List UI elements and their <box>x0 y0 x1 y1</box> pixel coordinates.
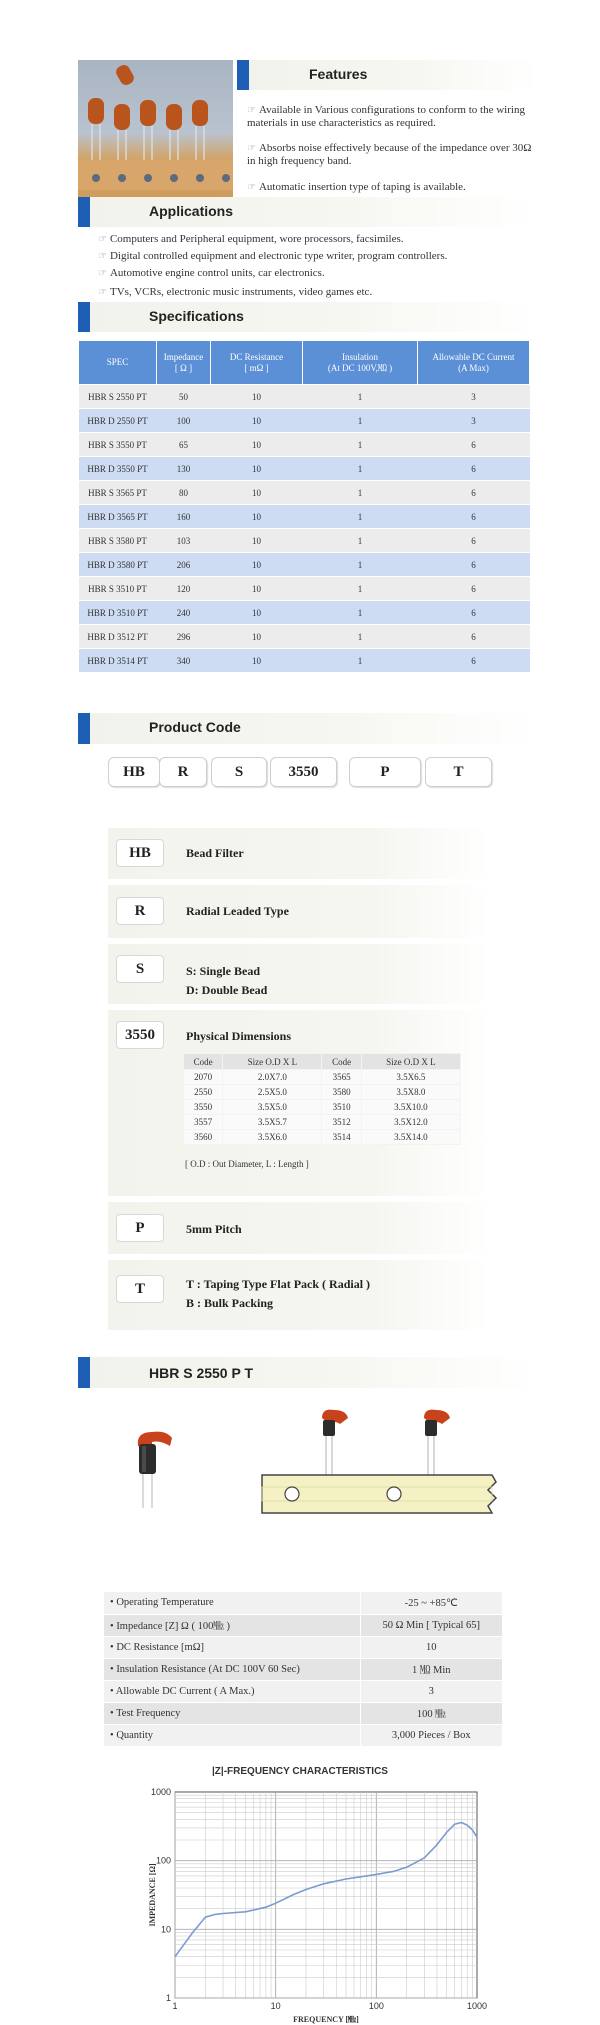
table-cell: 10 <box>211 577 303 601</box>
table-cell: HBR S 3580 PT <box>79 529 157 553</box>
section-marker <box>78 197 90 227</box>
model-properties-table <box>104 1592 502 1747</box>
table-cell: 10 <box>211 553 303 577</box>
property-value: 100 ㎒ <box>360 1702 502 1724</box>
bullet: • <box>110 1707 117 1719</box>
property-value: 3,000 Pieces / Box <box>360 1724 502 1746</box>
application-item-1: ☞ Computers and Peripheral equipment, wore processors, facsimiles. <box>98 233 404 245</box>
table-row <box>79 457 530 481</box>
plot-area <box>175 1792 477 1998</box>
definition-row-p <box>108 1202 490 1254</box>
table-cell: 3 <box>418 409 530 433</box>
specifications-title: Specifications <box>149 308 244 324</box>
dimensions-cell: 3510 <box>322 1100 361 1115</box>
table-row <box>79 433 530 457</box>
y-tick-label: 10 <box>160 1924 171 1935</box>
table-cell: 1 <box>303 457 418 481</box>
definition-row-r <box>108 885 490 938</box>
definition-text: S: Single Bead D: Double Bead <box>186 964 268 997</box>
table-row <box>79 649 530 673</box>
property-row <box>104 1702 502 1724</box>
hand-pointer-icon: ☞ <box>98 234 107 245</box>
table-row <box>79 385 530 409</box>
table-cell: HBR D 3580 PT <box>79 553 157 577</box>
definition-text: T : Taping Type Flat Pack ( Radial ) B : Bulk Packing <box>186 1277 371 1310</box>
feature-item-2: ☞ Absorbs noise effectively because of the impedance over 30Ω in high frequency band. <box>247 142 532 167</box>
definition-row-t <box>108 1260 490 1330</box>
model-section-header <box>78 1357 538 1388</box>
dimensions-cell: 3514 <box>322 1130 361 1145</box>
table-cell: 3 <box>418 385 530 409</box>
dimensions-row <box>184 1070 461 1085</box>
table-cell: 10 <box>211 529 303 553</box>
bullet: • <box>110 1620 117 1632</box>
dimensions-cell: 2.5X5.0 <box>223 1085 322 1100</box>
dimensions-row <box>184 1130 461 1145</box>
y-tick-label: 1000 <box>150 1787 171 1797</box>
table-cell: 240 <box>157 601 211 625</box>
table-cell: 6 <box>418 457 530 481</box>
dimensions-cell: 3.5X6.5 <box>361 1070 460 1085</box>
dimensions-cell: 3550 <box>184 1100 223 1115</box>
dimensions-cell: 3565 <box>322 1070 361 1085</box>
property-label: • Allowable DC Current ( A Max.) <box>104 1680 360 1702</box>
bullet: • <box>110 1685 116 1697</box>
model-title: HBR S 2550 P T <box>149 1365 254 1381</box>
table-cell: 10 <box>211 505 303 529</box>
table-cell: 130 <box>157 457 211 481</box>
table-cell: 6 <box>418 505 530 529</box>
dimensions-cell: 3560 <box>184 1130 223 1145</box>
header-insulation: Insulation (At DC 100V,㏁ ) <box>303 341 418 385</box>
definition-text: Bead Filter <box>186 846 244 860</box>
dimensions-cell: 3.5X6.0 <box>223 1130 322 1145</box>
table-cell: HBR D 3550 PT <box>79 457 157 481</box>
feature-item-1: ☞ Available in Various configurations to conform to the wiring materials in use characteristics as required. <box>247 104 525 129</box>
table-cell: 50 <box>157 385 211 409</box>
table-cell: 1 <box>303 601 418 625</box>
table-cell: 1 <box>303 385 418 409</box>
table-cell: 6 <box>418 601 530 625</box>
table-cell: 6 <box>418 553 530 577</box>
table-cell: 6 <box>418 481 530 505</box>
taping-illustration <box>260 1410 500 1545</box>
property-value: 10 <box>360 1636 502 1658</box>
bullet: • <box>110 1729 117 1741</box>
table-cell: 10 <box>211 601 303 625</box>
dimensions-cell: 3557 <box>184 1115 223 1130</box>
table-cell: 10 <box>211 625 303 649</box>
table-cell: 1 <box>303 481 418 505</box>
table-cell: 1 <box>303 553 418 577</box>
table-row <box>79 409 530 433</box>
applications-title: Applications <box>149 203 234 219</box>
dimensions-row <box>184 1085 461 1100</box>
section-marker <box>78 713 90 744</box>
table-row <box>79 529 530 553</box>
bullet: • <box>110 1641 117 1653</box>
specifications-section-header <box>78 302 538 332</box>
code-box-t: T <box>425 757 492 787</box>
hand-pointer-icon: ☞ <box>98 268 107 279</box>
property-row <box>104 1614 502 1636</box>
hand-pointer-icon: ☞ <box>247 143 256 154</box>
application-item-2: ☞ Digital controlled equipment and electronic type writer, program controllers. <box>98 250 448 262</box>
table-cell: 10 <box>211 649 303 673</box>
table-cell: 1 <box>303 409 418 433</box>
property-label: • Impedance [Z] Ω ( 100㎒ ) <box>104 1614 360 1636</box>
table-cell: 1 <box>303 529 418 553</box>
product-photo <box>78 60 233 205</box>
features-title: Features <box>309 66 368 82</box>
table-cell: 1 <box>303 649 418 673</box>
property-label: • DC Resistance [mΩ] <box>104 1636 360 1658</box>
table-cell: 6 <box>418 577 530 601</box>
code-box-hb: HB <box>108 757 160 787</box>
dimensions-cell: 2550 <box>184 1085 223 1100</box>
hand-pointer-icon: ☞ <box>98 251 107 262</box>
property-label: • Operating Temperature <box>104 1592 360 1614</box>
definition-row-hb <box>108 828 490 879</box>
dimensions-cell: 3.5X12.0 <box>361 1115 460 1130</box>
definition-code: T <box>116 1275 164 1303</box>
table-cell: 100 <box>157 409 211 433</box>
dimensions-cell: 3580 <box>322 1085 361 1100</box>
dimensions-cell: 3.5X5.0 <box>223 1100 322 1115</box>
property-label: • Insulation Resistance (At DC 100V 60 Sec) <box>104 1658 360 1680</box>
table-cell: 6 <box>418 433 530 457</box>
table-cell: 10 <box>211 481 303 505</box>
table-cell: 10 <box>211 409 303 433</box>
dimensions-cell: 3.5X5.7 <box>223 1115 322 1130</box>
definition-code: HB <box>116 839 164 867</box>
table-cell: 1 <box>303 505 418 529</box>
table-row <box>79 481 530 505</box>
feature-item-3: ☞ Automatic insertion type of taping is available. <box>247 181 466 193</box>
table-cell: HBR D 2550 PT <box>79 409 157 433</box>
definition-text: Physical Dimensions <box>186 1029 292 1043</box>
header-impedance: Impedance [ Ω ] <box>157 341 211 385</box>
property-value: -25 ~ +85℃ <box>360 1592 502 1614</box>
property-row <box>104 1724 502 1746</box>
definition-code: P <box>116 1214 164 1242</box>
property-row <box>104 1636 502 1658</box>
application-item-4: ☞ TVs, VCRs, electronic music instruments, video games etc. <box>98 286 373 298</box>
table-row <box>79 625 530 649</box>
table-cell: 10 <box>211 433 303 457</box>
chart-title: |Z|-FREQUENCY CHARACTERISTICS <box>212 1766 388 1777</box>
features-section-header <box>237 60 538 90</box>
definition-text: Radial Leaded Type <box>186 904 289 918</box>
bead-filter-photo-illustration <box>78 60 233 205</box>
dimensions-cell: 3512 <box>322 1115 361 1130</box>
table-cell: 340 <box>157 649 211 673</box>
property-value: 1 ㏁ Min <box>360 1658 502 1680</box>
table-header-row <box>79 341 530 385</box>
header-spec: SPEC <box>79 341 157 385</box>
dimensions-header-row: Code Size O.D X L Code Size O.D X L <box>184 1054 461 1070</box>
x-tick-label: 1 <box>172 2001 178 2011</box>
definition-code: 3550 <box>116 1021 164 1049</box>
table-cell: 1 <box>303 625 418 649</box>
table-cell: 120 <box>157 577 211 601</box>
x-tick-label: 100 <box>368 2001 384 2011</box>
property-value: 50 Ω Min [ Typical 65] <box>360 1614 502 1636</box>
table-cell: 65 <box>157 433 211 457</box>
table-cell: 296 <box>157 625 211 649</box>
y-tick-label: 1 <box>165 1993 171 2003</box>
product-code-title: Product Code <box>149 719 241 735</box>
product-code-section-header <box>78 713 538 744</box>
bullet: • <box>110 1597 117 1609</box>
table-cell: 6 <box>418 649 530 673</box>
y-axis-label: IMPEDANCE [Ω] <box>148 1863 157 1927</box>
table-cell: HBR S 3510 PT <box>79 577 157 601</box>
dimensions-row <box>184 1100 461 1115</box>
table-cell: 10 <box>211 457 303 481</box>
table-cell: 80 <box>157 481 211 505</box>
x-tick-label: 1000 <box>466 2001 488 2011</box>
applications-section-header <box>78 197 538 227</box>
bead-component-illustration <box>130 1428 190 1510</box>
dimensions-note: [ O.D : Out Diameter, L : Length ] <box>185 1159 309 1169</box>
table-cell: HBR S 3550 PT <box>79 433 157 457</box>
definition-text: 5mm Pitch <box>186 1222 242 1236</box>
hand-pointer-icon: ☞ <box>247 182 256 193</box>
table-cell: 160 <box>157 505 211 529</box>
table-cell: HBR D 3510 PT <box>79 601 157 625</box>
property-label: • Test Frequency <box>104 1702 360 1724</box>
table-cell: HBR D 3514 PT <box>79 649 157 673</box>
dimensions-cell: 2070 <box>184 1070 223 1085</box>
dimensions-cell: 3.5X8.0 <box>361 1085 460 1100</box>
table-cell: HBR D 3565 PT <box>79 505 157 529</box>
section-marker <box>78 302 90 332</box>
hand-pointer-icon: ☞ <box>98 287 107 298</box>
table-cell: HBR S 2550 PT <box>79 385 157 409</box>
section-marker <box>237 60 249 90</box>
property-row <box>104 1680 502 1702</box>
header-dc-resistance: DC Resistance [ mΩ ] <box>211 341 303 385</box>
table-cell: 206 <box>157 553 211 577</box>
application-item-3: ☞ Automotive engine control units, car electronics. <box>98 267 325 279</box>
bullet: • <box>110 1663 117 1675</box>
dimensions-cell: 2.0X7.0 <box>223 1070 322 1085</box>
definition-code: S <box>116 955 164 983</box>
table-cell: 6 <box>418 529 530 553</box>
property-value: 3 <box>360 1680 502 1702</box>
table-cell: 103 <box>157 529 211 553</box>
property-row <box>104 1658 502 1680</box>
property-label: • Quantity <box>104 1724 360 1746</box>
dimensions-table <box>183 1053 461 1145</box>
property-row <box>104 1592 502 1614</box>
code-box-r: R <box>159 757 207 787</box>
section-marker <box>78 1357 90 1388</box>
table-row <box>79 553 530 577</box>
impedance-frequency-chart <box>148 1780 500 2024</box>
dimensions-row <box>184 1115 461 1130</box>
x-axis-label: FREQUENCY [㎒] <box>293 2015 359 2024</box>
x-tick-label: 10 <box>270 2001 281 2011</box>
table-cell: 1 <box>303 577 418 601</box>
dimensions-cell: 3.5X10.0 <box>361 1100 460 1115</box>
y-tick-label: 100 <box>155 1855 171 1866</box>
code-box-size: 3550 <box>270 757 337 787</box>
specifications-table <box>78 340 530 673</box>
table-row <box>79 505 530 529</box>
definition-code: R <box>116 897 164 925</box>
code-box-s: S <box>211 757 267 787</box>
table-cell: HBR S 3565 PT <box>79 481 157 505</box>
table-cell: 1 <box>303 433 418 457</box>
hand-pointer-icon: ☞ <box>247 105 256 116</box>
code-box-p: P <box>349 757 421 787</box>
table-cell: 10 <box>211 385 303 409</box>
table-row <box>79 577 530 601</box>
definition-row-s <box>108 944 490 1004</box>
table-row <box>79 601 530 625</box>
dimensions-cell: 3.5X14.0 <box>361 1130 460 1145</box>
table-cell: HBR D 3512 PT <box>79 625 157 649</box>
header-allowable-current: Allowable DC Current (A Max) <box>418 341 530 385</box>
table-cell: 6 <box>418 625 530 649</box>
